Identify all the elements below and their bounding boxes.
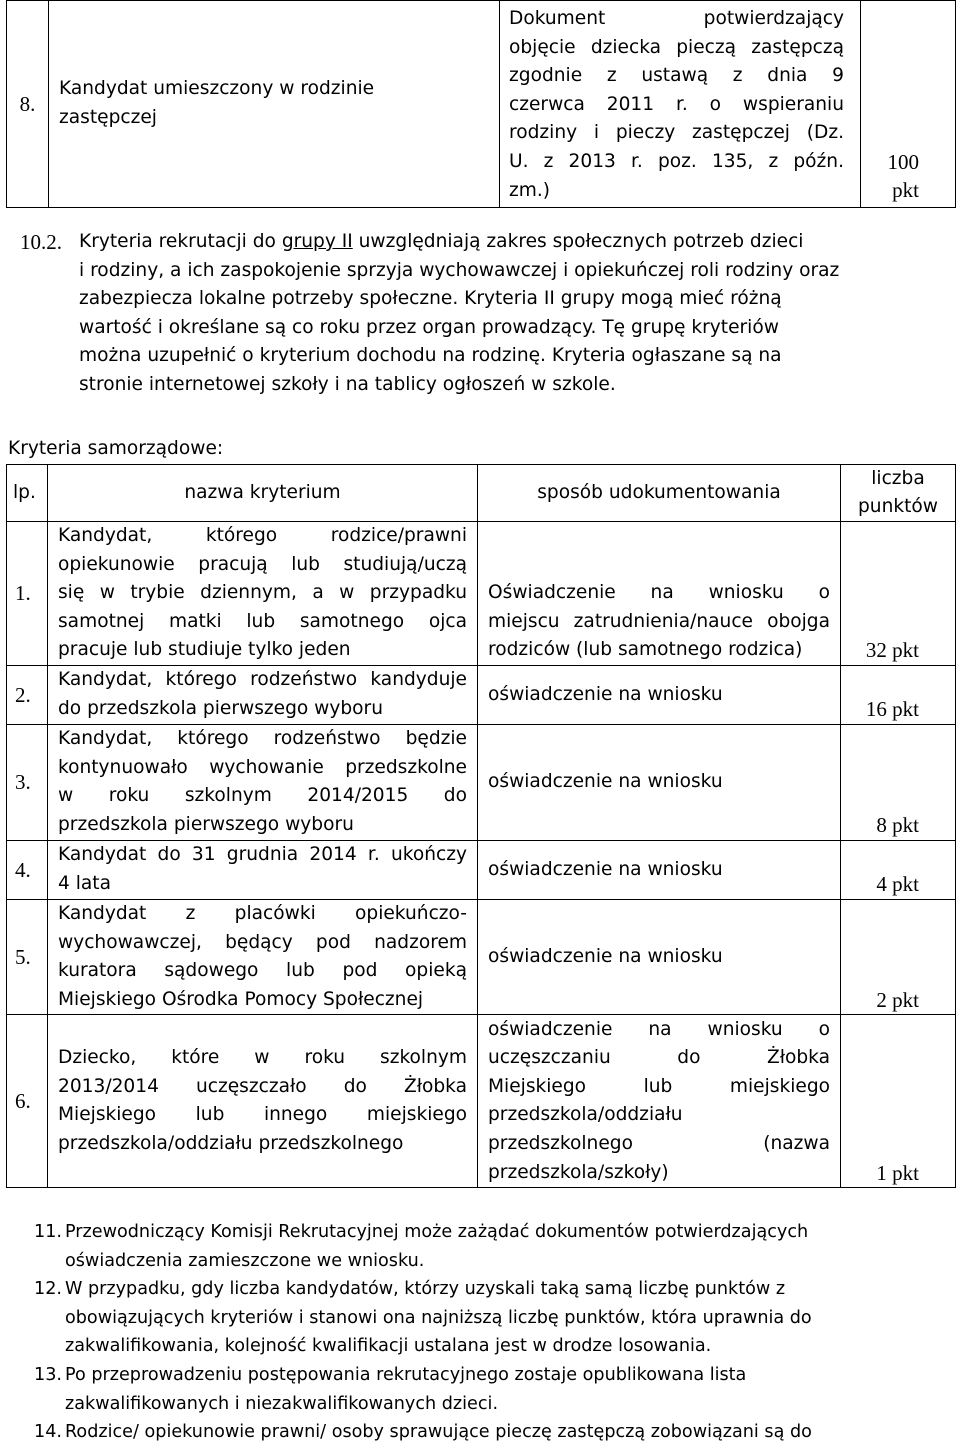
text-line: Rodzice/ opiekunowie prawni/ osoby sprawujące pieczę zastępczą zobowiązani są do xyxy=(65,1422,812,1443)
row-points: 1 pkt xyxy=(841,1015,956,1188)
row-name xyxy=(48,522,478,666)
text-line: Kandydat do 31 grudnia 2014 r. ukończy xyxy=(58,843,467,865)
text-line: Po przeprowadzeniu postępowania rekrutacyjnego zostaje opublikowana lista xyxy=(65,1364,747,1385)
row-doc xyxy=(478,724,841,840)
text-line: oświadczenie na wniosku xyxy=(488,945,723,967)
row-doc xyxy=(478,840,841,899)
header-points xyxy=(841,465,956,522)
text-line: Dokument potwierdzający xyxy=(509,8,844,29)
table-row xyxy=(7,840,956,899)
header-lp: lp. xyxy=(7,465,48,522)
row-number: 8. xyxy=(7,1,49,208)
text-line: zm.) xyxy=(509,179,551,201)
row-doc xyxy=(478,899,841,1014)
row-name xyxy=(48,840,478,899)
text-line: opiekunowie pracują lub studiują/uczą xyxy=(58,553,467,575)
text-line: Kandydat umieszczony w rodzinie xyxy=(59,78,375,100)
table-row xyxy=(7,724,956,840)
list-number: 11. xyxy=(34,1222,62,1242)
row-lp: 5. xyxy=(7,899,48,1014)
text-line: wartość i określane są co roku przez organ prowadzący. Tę grupę kryteriów xyxy=(79,316,779,338)
top-criteria-table xyxy=(6,0,956,208)
text-line-0: Kryteria rekrutacji do grupy II uwzględniają zakres społecznych potrzeb dzieci xyxy=(79,231,804,252)
list-item xyxy=(34,1361,934,1418)
text-line: Dziecko, które w roku szkolnym xyxy=(58,1047,467,1069)
text-line: przedszkola/szkoły) xyxy=(488,1161,669,1183)
text-line: można uzupełnić o kryterium dochodu na rodzinę. Kryteria ogłaszane są na xyxy=(79,345,782,367)
header-points-line: punktów xyxy=(857,496,938,517)
text-line: zakwalifikowania, kolejność kwalifikacji ustalana jest w drodze losowania. xyxy=(65,1336,712,1357)
text-line: zabezpiecza lokalne potrzeby społeczne. Kryteria II grupy mogą mieć różną xyxy=(79,288,782,310)
text-line: Przewodniczący Komisji Rekrutacyjnej może zażądać dokumentów potwierdzających xyxy=(65,1222,809,1242)
section-text xyxy=(79,228,899,400)
table-row xyxy=(7,522,956,666)
text-line: U. z 2013 r. poz. 135, z późn. xyxy=(509,150,844,172)
text-line: do przedszkola pierwszego wyboru xyxy=(58,697,383,719)
row-points: 16 pkt xyxy=(841,665,956,724)
row-name xyxy=(48,1015,478,1188)
table-row xyxy=(7,1015,956,1188)
list-item xyxy=(34,1418,934,1447)
row-points: 32 pkt xyxy=(841,522,956,666)
text-line: zastępczej xyxy=(59,107,157,128)
text-line: kontynuowało wychowanie przedszkolne xyxy=(58,756,467,778)
text-line: 2013/2014 uczęszczało do Żłobka xyxy=(58,1075,467,1097)
text-line: stronie internetowej szkoły i na tablicy ogłoszeń w szkole. xyxy=(79,373,616,395)
text-line: Miejskiego Ośrodka Pomocy Społecznej xyxy=(58,988,424,1010)
text-line: objęcie dziecka pieczą zastępczą xyxy=(509,36,844,58)
text-line: Miejskiego lub miejskiego xyxy=(488,1075,830,1097)
criteria-table xyxy=(6,464,956,1188)
row-doc xyxy=(478,1015,841,1188)
row-name xyxy=(48,724,478,840)
header-points-line: liczba xyxy=(871,468,925,489)
text-line: 4 lata xyxy=(58,872,111,894)
text-line: rodziców (lub samotnego rodzica) xyxy=(488,639,803,661)
list-number: 12. xyxy=(34,1279,62,1300)
list-number: 14. xyxy=(34,1422,62,1443)
criterion-name xyxy=(49,1,500,208)
row-lp: 2. xyxy=(7,665,48,724)
text-line: zakwalifikowanych i niezakwalifikowanych dzieci. xyxy=(65,1393,499,1414)
text-line: oświadczenie na wniosku xyxy=(488,683,723,705)
row-points: 2 pkt xyxy=(841,899,956,1014)
row-name xyxy=(48,665,478,724)
text-line: samotnej matki lub samotnego ojca xyxy=(58,610,467,632)
header-name: nazwa kryterium xyxy=(48,465,478,522)
text-line: oświadczenie na wniosku o xyxy=(488,1018,830,1040)
row-doc xyxy=(478,522,841,666)
row-name xyxy=(48,899,478,1014)
text-line: oświadczenia zamieszczone we wniosku. xyxy=(65,1250,425,1271)
text-line: przedszkolnego (nazwa xyxy=(488,1132,830,1154)
text-line: pracuje lub studiuje tylko jeden xyxy=(58,639,351,661)
text-line: W przypadku, gdy liczba kandydatów, którzy uzyskali taką samą liczbę punktów z xyxy=(65,1279,786,1300)
text-line: i rodziny, a ich zaspokojenie sprzyja wychowawczej i opiekuńczej roli rodziny oraz xyxy=(79,259,840,281)
table-row xyxy=(7,665,956,724)
numbered-list xyxy=(34,1218,934,1447)
text-line: wychowawczej, będący pod nadzorem xyxy=(58,931,467,953)
list-number: 13. xyxy=(34,1364,62,1385)
row-points: 8 pkt xyxy=(841,724,956,840)
text-line: przedszkola/oddziału xyxy=(488,1104,683,1126)
criteria-title: Kryteria samorządowe: xyxy=(8,438,224,459)
section-number: 10.2. xyxy=(20,230,62,254)
underlined-text: grupy II xyxy=(281,231,353,252)
row-doc xyxy=(478,665,841,724)
text-line: w roku szkolnym 2014/2015 do xyxy=(58,785,467,807)
row-lp: 3. xyxy=(7,724,48,840)
criterion-points: 100 pkt xyxy=(861,1,956,208)
row-lp: 4. xyxy=(7,840,48,899)
text-line: oświadczenie na wniosku xyxy=(488,858,723,880)
row-lp: 1. xyxy=(7,522,48,666)
text-line: obowiązujących kryteriów i stanowi ona najniższą liczbę punktów, która uprawnia do xyxy=(65,1307,812,1328)
row-lp: 6. xyxy=(7,1015,48,1188)
row-points: 4 pkt xyxy=(841,840,956,899)
list-item xyxy=(34,1275,934,1361)
header-doc: sposób udokumentowania xyxy=(478,465,841,522)
table-row xyxy=(7,1,956,208)
text-line: Kandydat, którego rodzeństwo będzie xyxy=(58,727,467,749)
text-line: Oświadczenie na wniosku o xyxy=(488,582,830,604)
text-line: Kandydat z placówki opiekuńczo- xyxy=(58,902,467,924)
text-line: oświadczenie na wniosku xyxy=(488,771,723,793)
text-line: kuratora sądowego lub pod opieką xyxy=(58,960,467,982)
criterion-document xyxy=(500,1,861,208)
text-line: rodziny i pieczy zastępczej (Dz. xyxy=(509,122,844,144)
list-item xyxy=(34,1218,934,1275)
text-line: czerwca 2011 r. o wspieraniu xyxy=(509,93,844,115)
text-line: Kandydat, którego rodzice/prawni xyxy=(58,525,467,546)
text-line: Miejskiego lub innego miejskiego xyxy=(58,1104,467,1126)
table-header-row xyxy=(7,465,956,522)
text-line: miejscu zatrudnienia/nauce obojga xyxy=(488,610,830,632)
text-line: się w trybie dziennym, a w przypadku xyxy=(58,582,467,604)
text-line: przedszkola/oddziału przedszkolnego xyxy=(58,1132,404,1154)
text-line: przedszkola pierwszego wyboru xyxy=(58,813,354,835)
text-line: Kandydat, którego rodzeństwo kandyduje xyxy=(58,668,467,690)
table-row xyxy=(7,899,956,1014)
text-line: zgodnie z ustawą z dnia 9 xyxy=(509,65,844,87)
text-line: uczęszczaniu do Żłobka xyxy=(488,1047,830,1069)
